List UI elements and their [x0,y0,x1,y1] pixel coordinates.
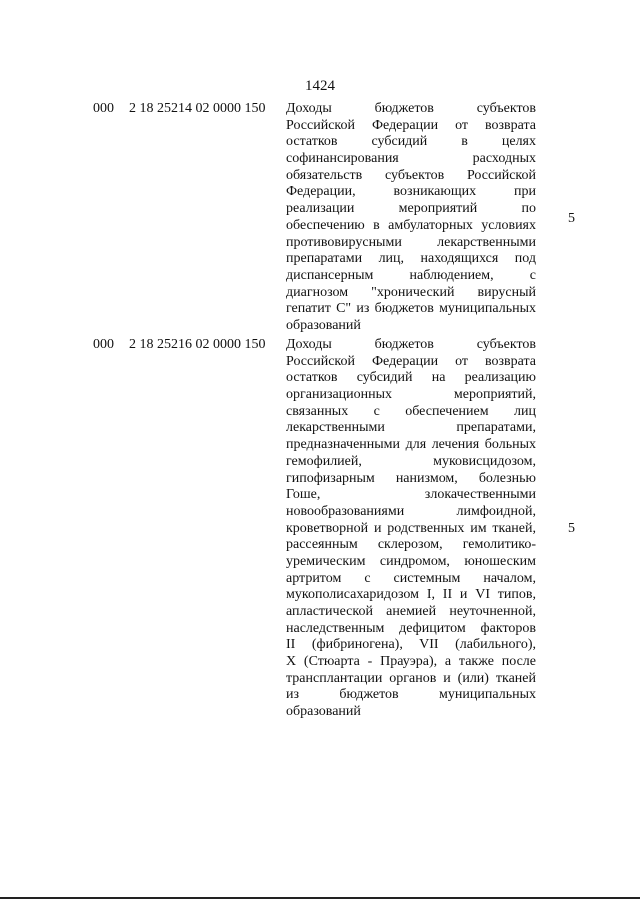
page-number: 1424 [305,78,335,94]
income-code: 2 18 25216 02 0000 150 [129,337,266,352]
description-line: обеспечению в амбулаторных условиях [286,217,536,233]
description-line: противовирусными лекарственными [286,234,536,250]
description-line: трансплантации органов и (или) тканей [286,670,536,686]
description-line: артритом с системным началом, [286,570,536,586]
description-line: остатков субсидий на реализацию [286,370,536,386]
description-line: мукополисахаридозом I, II и VI типов, [286,587,536,603]
description-line: рассеянным склерозом, гемолитико- [286,537,536,553]
description-line: Федерации, возникающих при [286,184,536,200]
admin-code: 000 [93,101,114,116]
description-line: организационных мероприятий, [286,387,536,403]
description-line: наследственным дефицитом факторов [286,620,536,636]
income-description [286,101,536,335]
side-number: 5 [568,211,575,226]
description-line: Доходы бюджетов субъектов [286,101,536,116]
side-number: 5 [568,521,575,536]
description-line: препаратами лиц, находящихся под [286,251,536,267]
description-line: из бюджетов муниципальных [286,687,536,703]
admin-code: 000 [93,337,114,352]
description-line: гемофилией, муковисцидозом, [286,453,536,469]
description-line: софинансирования расходных [286,151,536,167]
description-line: гипофизарным нанизмом, болезнью [286,470,536,486]
description-line: остатков субсидий в целях [286,134,536,150]
description-line: Доходы бюджетов субъектов [286,337,536,352]
description-line: диспансерным наблюдением, с [286,267,536,283]
description-line: Российской Федерации от возврата [286,117,536,133]
description-line: предназначенными для лечения больных [286,437,536,453]
description-line: гепатит С" из бюджетов муниципальных [286,301,536,317]
description-line: диагнозом "хронический вирусный [286,284,536,300]
description-line: Гоше, злокачественными [286,487,536,503]
description-line: X (Стюарта - Прауэра), а также после [286,654,536,670]
description-line: новообразованиями лимфоидной, [286,503,536,519]
description-line: апластической анемией неуточненной, [286,604,536,619]
description-line: образований [286,704,361,720]
description-line: образований [286,317,361,333]
description-line: связанных с обеспечением лиц [286,403,536,419]
description-line: Российской Федерации от возврата [286,353,536,369]
scan-bottom-edge [0,897,640,899]
description-line: реализации мероприятий по [286,201,536,217]
description-line: обязательств субъектов Российской [286,167,536,183]
description-line: уремическим синдромом, юношеским [286,553,536,569]
description-line: кроветворной и родственных им тканей, [286,520,536,536]
description-line: II (фибриногена), VII (лабильного), [286,637,536,653]
income-description [286,337,536,721]
income-code: 2 18 25214 02 0000 150 [129,101,266,116]
description-line: лекарственными препаратами, [286,420,536,436]
